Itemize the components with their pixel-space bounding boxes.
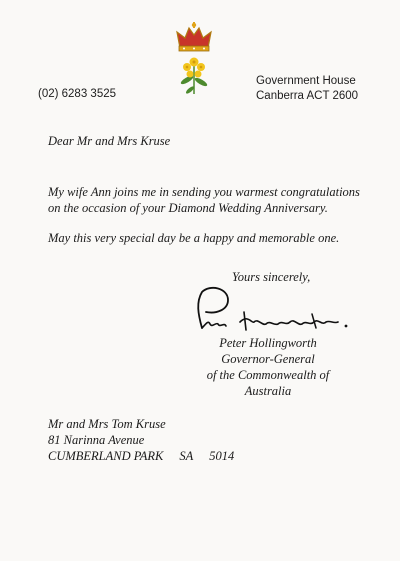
address-line-1: Government House [256,75,356,87]
recipient-postcode: 5014 [209,449,235,463]
crown-emblem-icon [172,20,216,98]
signer-block [188,335,348,399]
recipient-address [48,416,234,464]
body-paragraph-1 [48,184,378,216]
signature-icon [188,284,358,336]
paragraph-1-line-1: My wife Ann joins me in sending you warmest congratulations [48,185,360,199]
paragraph-1-line-2: on the occasion of your Diamond Wedding Anniversary. [48,201,328,215]
salutation: Dear Mr and Mrs Kruse [48,134,171,148]
recipient-line-2: 81 Narinna Avenue [48,433,145,447]
recipient-line-1: Mr and Mrs Tom Kruse [48,417,166,431]
signer-name: Peter Hollingworth [219,336,317,350]
recipient-suburb: CUMBERLAND PARK [48,449,164,463]
body-paragraph-2: May this very special day be a happy and memorable one. [48,231,340,245]
recipient-state: SA [179,449,194,463]
signer-org: of the Commonwealth of Australia [206,368,330,398]
recipient-line-3 [48,448,234,464]
letterhead-phone: (02) 6283 3525 [38,88,117,100]
signer-title: Governor-General [221,352,315,366]
address-line-2: Canberra ACT 2600 [256,90,359,102]
closing: Yours sincerely, [232,270,311,284]
letterhead-address [256,74,358,104]
